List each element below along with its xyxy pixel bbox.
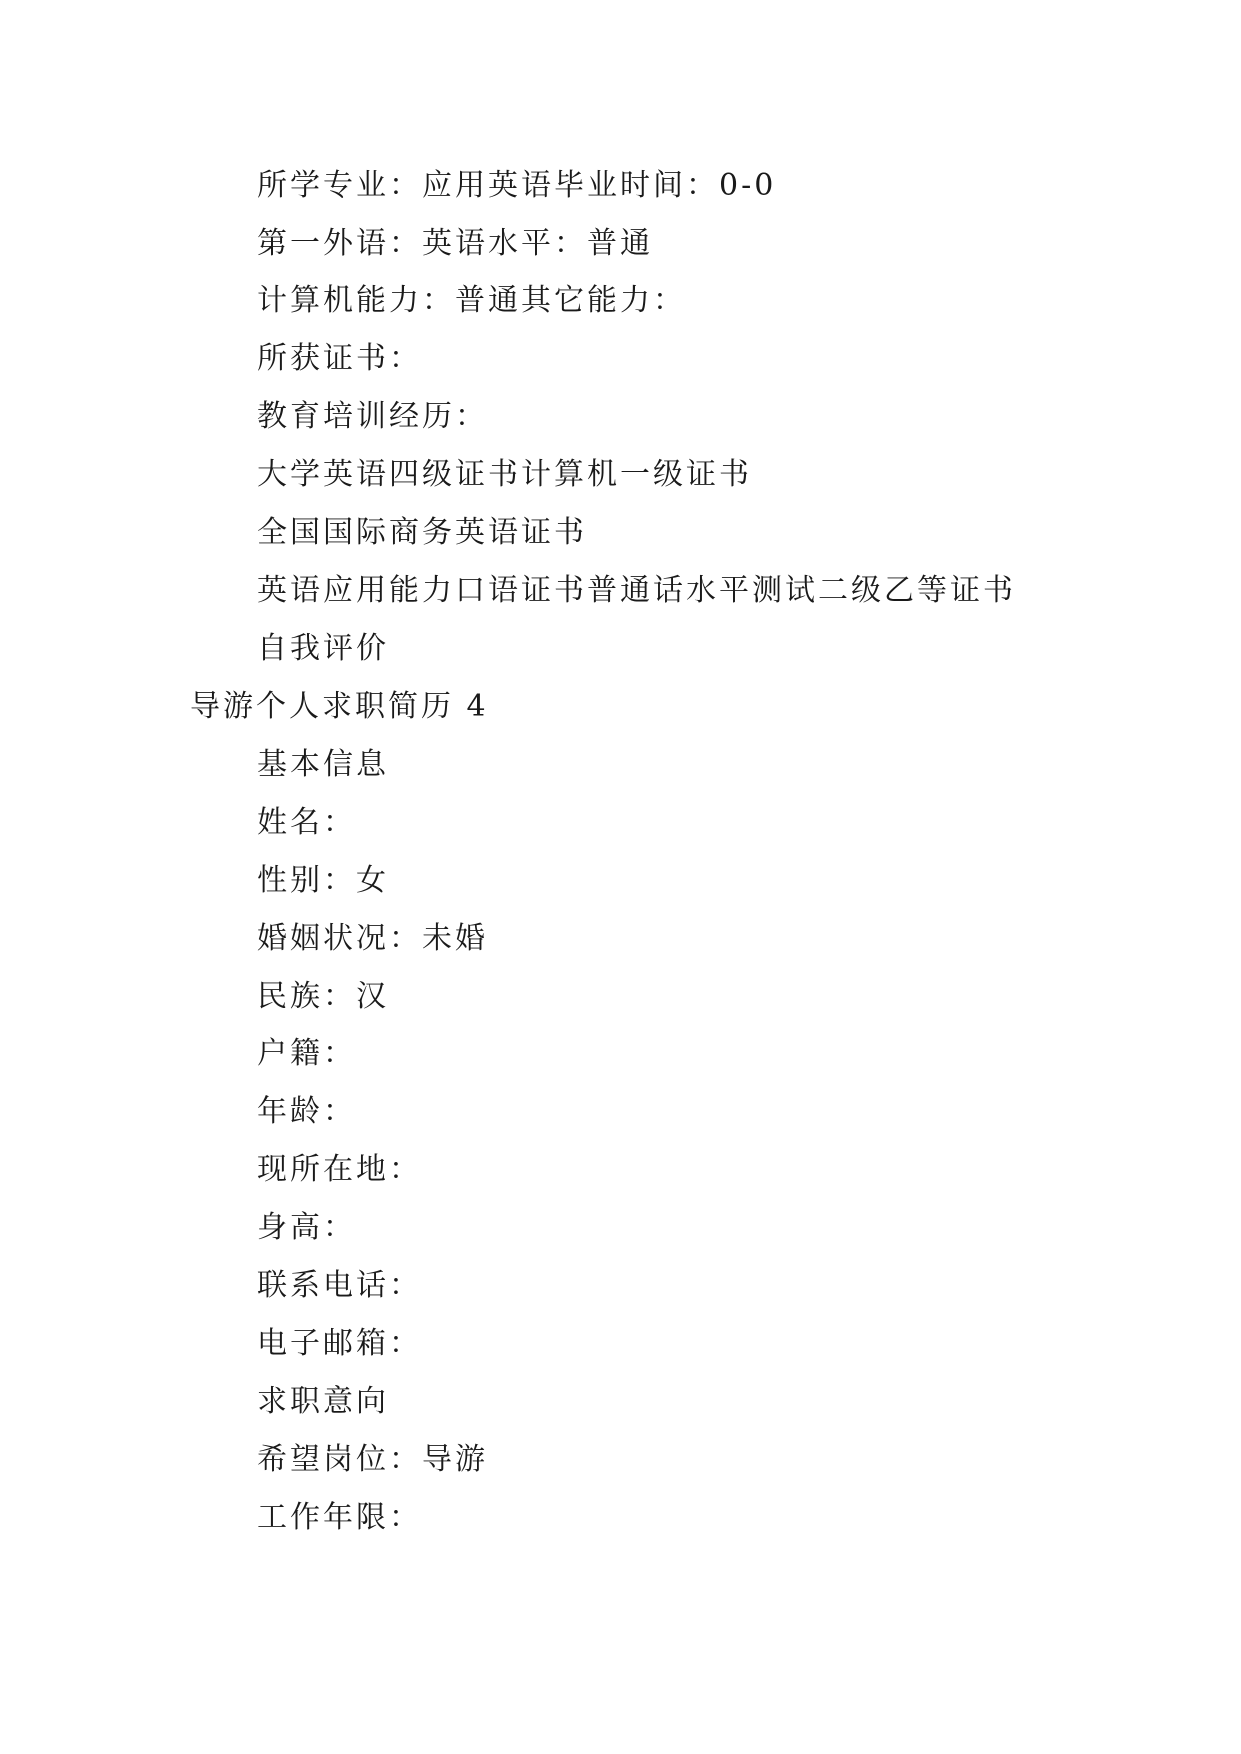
field-household-registration: 户籍： [257, 1036, 356, 1071]
section-self-evaluation: 自我评价 [257, 631, 389, 666]
field-certificates: 所获证书： [257, 341, 422, 376]
field-phone: 联系电话： [257, 1268, 422, 1303]
field-name: 姓名： [257, 805, 356, 840]
section-basic-info: 基本信息 [257, 747, 389, 782]
certificate-line-2: 全国国际商务英语证书 [257, 515, 587, 550]
field-gender: 性别：女 [257, 863, 389, 898]
field-current-location: 现所在地： [257, 1152, 422, 1187]
certificate-line-1: 大学英语四级证书计算机一级证书 [257, 457, 752, 492]
field-height: 身高： [257, 1210, 356, 1245]
field-education-training: 教育培训经历： [257, 399, 488, 434]
field-computer-skills: 计算机能力：普通其它能力： [257, 283, 686, 318]
document-heading: 导游个人求职简历 4 [190, 689, 489, 724]
field-email: 电子邮箱： [257, 1326, 422, 1361]
field-age: 年龄： [257, 1094, 356, 1129]
field-ethnicity: 民族：汉 [257, 979, 389, 1014]
field-work-years: 工作年限： [257, 1500, 422, 1535]
field-marital-status: 婚姻状况：未婚 [257, 921, 488, 956]
field-desired-position: 希望岗位：导游 [257, 1442, 488, 1477]
certificate-line-3: 英语应用能力口语证书普通话水平测试二级乙等证书 [257, 573, 1016, 608]
field-major-graduation: 所学专业：应用英语毕业时间：0-0 [257, 168, 777, 203]
field-foreign-language: 第一外语：英语水平：普通 [257, 226, 653, 261]
section-job-intention: 求职意向 [257, 1384, 389, 1419]
